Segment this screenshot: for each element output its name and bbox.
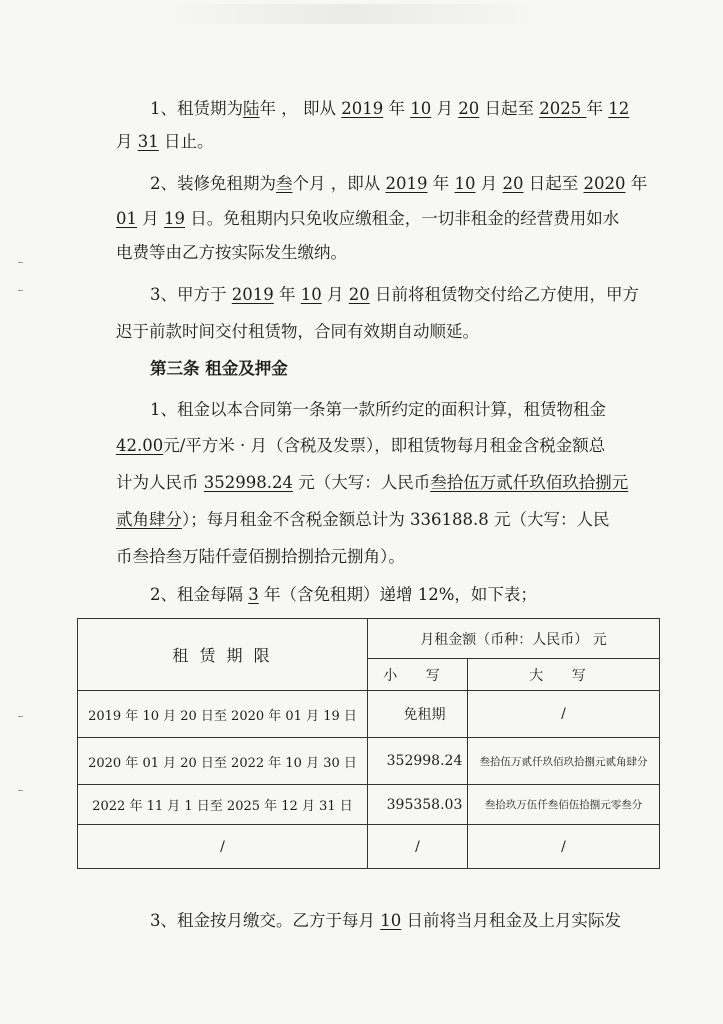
cell-period: 2022 年 11 月 1 日至 2025 年 12 月 31 日 (78, 785, 368, 825)
cell-period: 2020 年 01 月 20 日至 2022 年 10 月 30 日 (78, 738, 368, 785)
cell-small: 395358.03 (368, 785, 468, 825)
rent-line4: 贰角肆分）；每月租金不含税金额总计为 336188.8 元（大写：人民 (116, 510, 610, 529)
scan-mark (18, 790, 23, 791)
increase-line: 2、租金每隔 3 年（含免租期）递增 12%，如下表； (150, 585, 537, 604)
article-heading: 第三条 租金及押金 (150, 359, 288, 378)
header-small: 小 写 (368, 659, 468, 691)
scan-smudge (150, 4, 550, 24)
cell-small: 352998.24 (368, 738, 468, 785)
cell-period: 2019 年 10 月 20 日至 2020 年 01 月 19 日 (78, 691, 368, 738)
table-row (78, 825, 660, 869)
rent-free-line1: 2、装修免租期为叁个月 ，即从 2019 年 10 月 20 日起至 2020 年 (150, 174, 648, 193)
rent-free-line2: 01 月 19 日。免租期内只免收应缴租金，一切非租金的经营费用如水 (116, 209, 620, 228)
header-amount: 月租金额（币种：人民币） 元 (368, 619, 660, 659)
rent-line5: 币叁拾叁万陆仟壹佰捌拾捌拾元捌角）。 (116, 547, 405, 566)
scan-mark (18, 290, 23, 291)
scan-mark (18, 262, 23, 263)
scan-mark (18, 716, 23, 717)
delivery-line2: 迟于前款时间交付租赁物，合同有效期自动顺延。 (116, 322, 479, 341)
payment-line: 3、租金按月缴交。乙方于每月 10 日前将当月租金及上月实际发 (150, 911, 621, 930)
header-period: 租 赁 期 限 (78, 619, 368, 691)
table-row (78, 738, 660, 785)
rent-line2: 42.00元/平方米 · 月（含税及发票），即租赁物每月租金含税金额总 (116, 436, 606, 455)
cell-caps: 叁拾伍万贰仟玖佰玖拾捌元贰角肆分 (468, 738, 660, 785)
delivery-line1: 3、甲方于 2019 年 10 月 20 日前将租赁物交付给乙方使用，甲方 (150, 285, 639, 304)
header-caps: 大 写 (468, 659, 660, 691)
cell-caps: / (468, 691, 660, 738)
rent-schedule-table (77, 618, 660, 869)
lease-term-line1: 1、租赁期为陆年 ， 即从 2019 年 10 月 20 日起至 2025 年 12 (150, 99, 630, 118)
cell-period: / (78, 825, 368, 869)
rent-line1: 1、租金以本合同第一条第一款所约定的面积计算，租赁物租金 (150, 400, 606, 419)
rent-line3: 计为人民币 352998.24 元（大写：人民币叁拾伍万贰仟玖佰玖拾捌元 (116, 473, 629, 492)
table-row (78, 691, 660, 738)
cell-caps: 叁拾玖万伍仟叁佰伍拾捌元零叁分 (468, 785, 660, 825)
cell-small: 免租期 (368, 691, 468, 738)
rent-free-line3: 电费等由乙方按实际发生缴纳。 (116, 243, 347, 262)
table-row (78, 785, 660, 825)
cell-small: / (368, 825, 468, 869)
cell-caps: / (468, 825, 660, 869)
lease-term-line2: 月 31 日止。 (116, 132, 214, 151)
